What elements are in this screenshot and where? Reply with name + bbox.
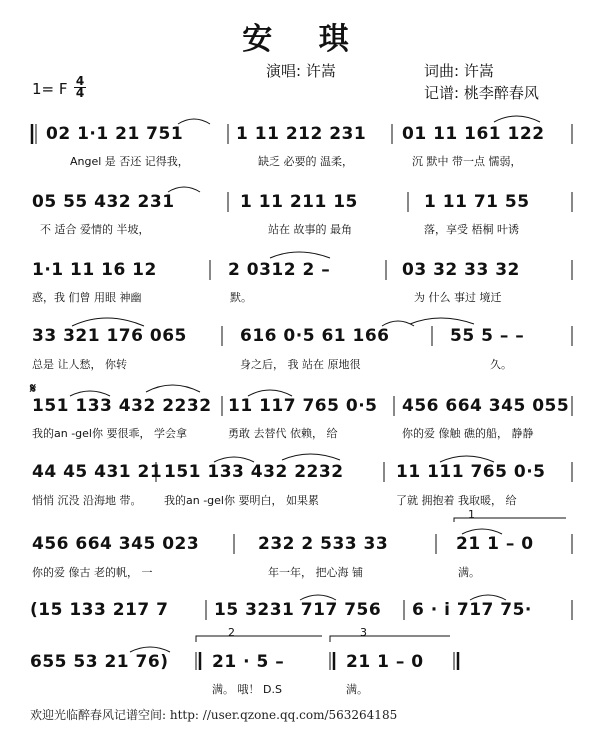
lyric-line: 满。 bbox=[458, 566, 480, 579]
measure-notes: 01 11 161 122 bbox=[402, 124, 545, 144]
slur bbox=[410, 318, 474, 324]
slur bbox=[72, 318, 144, 326]
lyric-line: Angel 是 否还 记得我， bbox=[70, 155, 189, 168]
measure-notes: 232 2 533 33 bbox=[258, 534, 389, 554]
singer-label: 演唱: bbox=[266, 62, 302, 80]
measure-notes: 6 · i 717 75· bbox=[412, 600, 532, 620]
measure-notes: 151 133 432 2232 bbox=[164, 462, 344, 482]
lyric-line: 为 什么 事过 境迁 bbox=[414, 291, 502, 304]
measure-notes: 03 32 33 32 bbox=[402, 260, 520, 280]
lyric-line: 你的爱 像触 礁的船， 静静 bbox=[402, 427, 534, 440]
measure-notes: 1 11 71 55 bbox=[424, 192, 530, 212]
volta-number-3: 3 bbox=[360, 626, 367, 639]
composer-name: 许嵩 bbox=[463, 62, 494, 80]
volta-bracket-3 bbox=[330, 636, 450, 642]
transcriber-label: 记谱: bbox=[424, 84, 460, 102]
measure-notes: 1·1 11 16 12 bbox=[32, 260, 157, 280]
measure-notes: 21 1 – 0 bbox=[346, 652, 424, 672]
measure-notes: 456 664 345 055 bbox=[402, 396, 570, 416]
lyric-line: 满。 哦！ D.S bbox=[212, 683, 282, 696]
lyric-line: 默。 bbox=[230, 291, 252, 304]
measure-notes: 55 5 – – bbox=[450, 326, 525, 346]
song-title: 安 琪 bbox=[242, 22, 367, 57]
lyric-line: 勇敢 去替代 依赖， 给 bbox=[228, 427, 338, 440]
lyric-line: 满。 bbox=[346, 683, 368, 696]
slur bbox=[494, 116, 540, 122]
measure-notes: 456 664 345 023 bbox=[32, 534, 200, 554]
measure-notes: 655 53 21 76) bbox=[30, 652, 169, 672]
measure-notes: 2 0312 2 – bbox=[228, 260, 331, 280]
volta-bracket-2 bbox=[196, 636, 322, 642]
measure-notes: 11 111 765 0·5 bbox=[396, 462, 546, 482]
lyric-line: 了就 拥抱着 我取暖， 给 bbox=[396, 494, 517, 507]
transcriber-name: 桃李醉春风 bbox=[463, 84, 539, 102]
measure-notes: 44 45 431 21 bbox=[32, 462, 163, 482]
key-signature: 1= F bbox=[32, 80, 68, 98]
measure-notes: 616 0·5 61 166 bbox=[240, 326, 390, 346]
time-signature-bottom: 4 bbox=[75, 86, 85, 100]
measure-notes: 05 55 432 231 bbox=[32, 192, 175, 212]
measure-notes: 33 321 176 065 bbox=[32, 326, 187, 346]
measure-notes: 11 117 765 0·5 bbox=[228, 396, 378, 416]
lyric-line: 不 适合 爱情的 半坡， bbox=[40, 223, 150, 236]
lyric-line: 沉 默中 带一点 懦弱， bbox=[412, 155, 522, 168]
measure-notes: 151 133 432 2232 bbox=[32, 396, 212, 416]
lyric-line: 身之后， 我 站在 原地很 bbox=[240, 358, 361, 371]
lyric-line: 我的an -gel你 要很乖， 学会拿 bbox=[32, 427, 187, 440]
segno-sign: 𝄋 bbox=[30, 381, 37, 397]
lyric-line: 惑，我 们曾 用眼 神幽 bbox=[32, 291, 142, 304]
measure-notes: (15 133 217 7 bbox=[30, 600, 169, 620]
measure-notes: 02 1·1 21 751 bbox=[46, 124, 184, 144]
composer-label: 词曲: bbox=[424, 62, 460, 80]
lyric-line: 落，享受 梧桐 叶诱 bbox=[424, 223, 519, 236]
footer-credit: 欢迎光临醉春风记谱空间: http: //user.qzone.qq.com/563264185 bbox=[30, 708, 398, 722]
singer-name: 许嵩 bbox=[305, 62, 336, 80]
time-signature-top: 4 bbox=[75, 74, 85, 88]
lyric-line: 站在 故事的 最角 bbox=[268, 223, 352, 236]
measure-notes: 15 3231 717 756 bbox=[214, 600, 382, 620]
lyric-line: 总是 让人愁， 你转 bbox=[32, 358, 127, 371]
slur bbox=[270, 252, 330, 258]
measure-notes: 1 11 211 15 bbox=[240, 192, 358, 212]
measure-notes: 21 · 5 – bbox=[212, 652, 285, 672]
lyric-line: 久。 bbox=[490, 358, 512, 371]
volta-number-2: 2 bbox=[228, 626, 235, 639]
volta-number-1: 1 bbox=[468, 508, 475, 521]
measure-notes: 21 1 – 0 bbox=[456, 534, 534, 554]
lyric-line: 缺乏 必要的 温柔， bbox=[258, 155, 353, 168]
lyric-line: 悄悄 沉没 沿海地 带。 bbox=[32, 494, 142, 507]
measure-notes: 1 11 212 231 bbox=[236, 124, 367, 144]
lyric-line: 你的爱 像古 老的帆， 一 bbox=[32, 566, 153, 579]
slur bbox=[146, 385, 200, 392]
lyric-line: 我的an -gel你 要明白， 如果累 bbox=[164, 494, 319, 507]
slur bbox=[282, 454, 340, 460]
lyric-line: 年一年， 把心海 铺 bbox=[268, 566, 363, 579]
